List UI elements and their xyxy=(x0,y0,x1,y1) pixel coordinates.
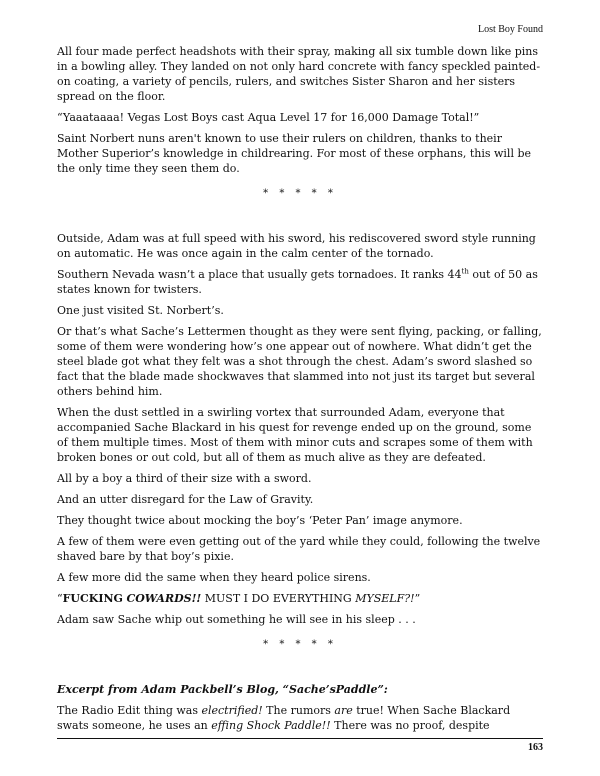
page-number: 163 xyxy=(528,742,543,753)
text-run: Southern Nevada wasn’t a place that usually gets tornadoes. It ranks 44 xyxy=(57,268,462,281)
superscript: th xyxy=(461,267,469,276)
text-run: out of 50 as states known for twisters. xyxy=(57,268,538,296)
paragraph xyxy=(57,267,543,297)
paragraph: All four made perfect headshots with their spray, making all six tumble down like pins in a bowling alley. They landed on not only hard concrete with fancy speckled painted-on coating, a variety of pencils, rulers, and switches Sister Sharon and her sisters spread on the floor. xyxy=(57,45,541,103)
paragraph: Saint Norbert nuns aren't known to use their rulers on children, thanks to their Mother Superior’s knowledge in childrearing. For most of these orphans, this will be the only time they seen them do. xyxy=(57,132,532,175)
paragraph: A few more did the same when they heard police sirens. xyxy=(57,571,371,584)
running-header: Lost Boy Found xyxy=(477,24,543,35)
scene-separator: * * * * * xyxy=(263,188,337,199)
paragraph: And an utter disregard for the Law of Gravity. xyxy=(57,493,314,506)
paragraph: One just visited St. Norbert’s. xyxy=(57,304,224,317)
paragraph: They thought twice about mocking the boy’s ‘Peter Pan’ image anymore. xyxy=(57,514,463,527)
blog-heading: Excerpt from Adam Packbell’s Blog, “Sache’sPaddle”: xyxy=(57,683,388,696)
footer-rule xyxy=(57,738,543,739)
bold-text: FUCKING xyxy=(62,592,123,605)
italic-text: MYSELF?! xyxy=(355,592,415,605)
shout-paragraph: “FUCKING COWARDS!! MUST I DO EVERYTHING MYSELF?!” xyxy=(57,592,421,605)
page-body xyxy=(57,44,543,739)
blog-paragraph: The Radio Edit thing was electrified! The rumors are true! When Sache Blackard swats someone, he uses an effing Shock Paddle!! There was no proof, despite xyxy=(57,704,511,732)
paragraph: Outside, Adam was at full speed with his sword, his rediscovered sword style running on automatic. He was once again in the calm center of the tornado. xyxy=(57,232,536,260)
paragraph: When the dust settled in a swirling vortex that surrounded Adam, everyone that accompanied Sache Blackard in his quest for revenge ended up on the ground, some of them multiple times. Most of them with minor cuts and scrapes some of them with broken bones or out cold, but all of them as much alive as they are defeated. xyxy=(57,406,533,464)
paragraph: All by a boy a third of their size with a sword. xyxy=(57,472,312,485)
paragraph: Or that’s what Sache’s Lettermen thought as they were sent flying, packing, or falling, some of them were wondering how’s one appear out of nowhere. What didn’t get the steel blade got what they felt was a shot through the chest. Adam’s sword slashed so fact that the blade made shockwaves that slammed into not just its target but several others behind him. xyxy=(57,325,542,398)
paragraph: A few of them were even getting out of the yard while they could, following the twelve shaved bare by that boy’s pixie. xyxy=(57,535,541,563)
scene-separator: * * * * * xyxy=(263,639,337,650)
bold-italic-text: COWARDS!! xyxy=(126,592,202,605)
paragraph: Adam saw Sache whip out something he will see in his sleep . . . xyxy=(57,613,416,626)
paragraph: “Yaaataaaa! Vegas Lost Boys cast Aqua Level 17 for 16,000 Damage Total!” xyxy=(57,111,480,124)
